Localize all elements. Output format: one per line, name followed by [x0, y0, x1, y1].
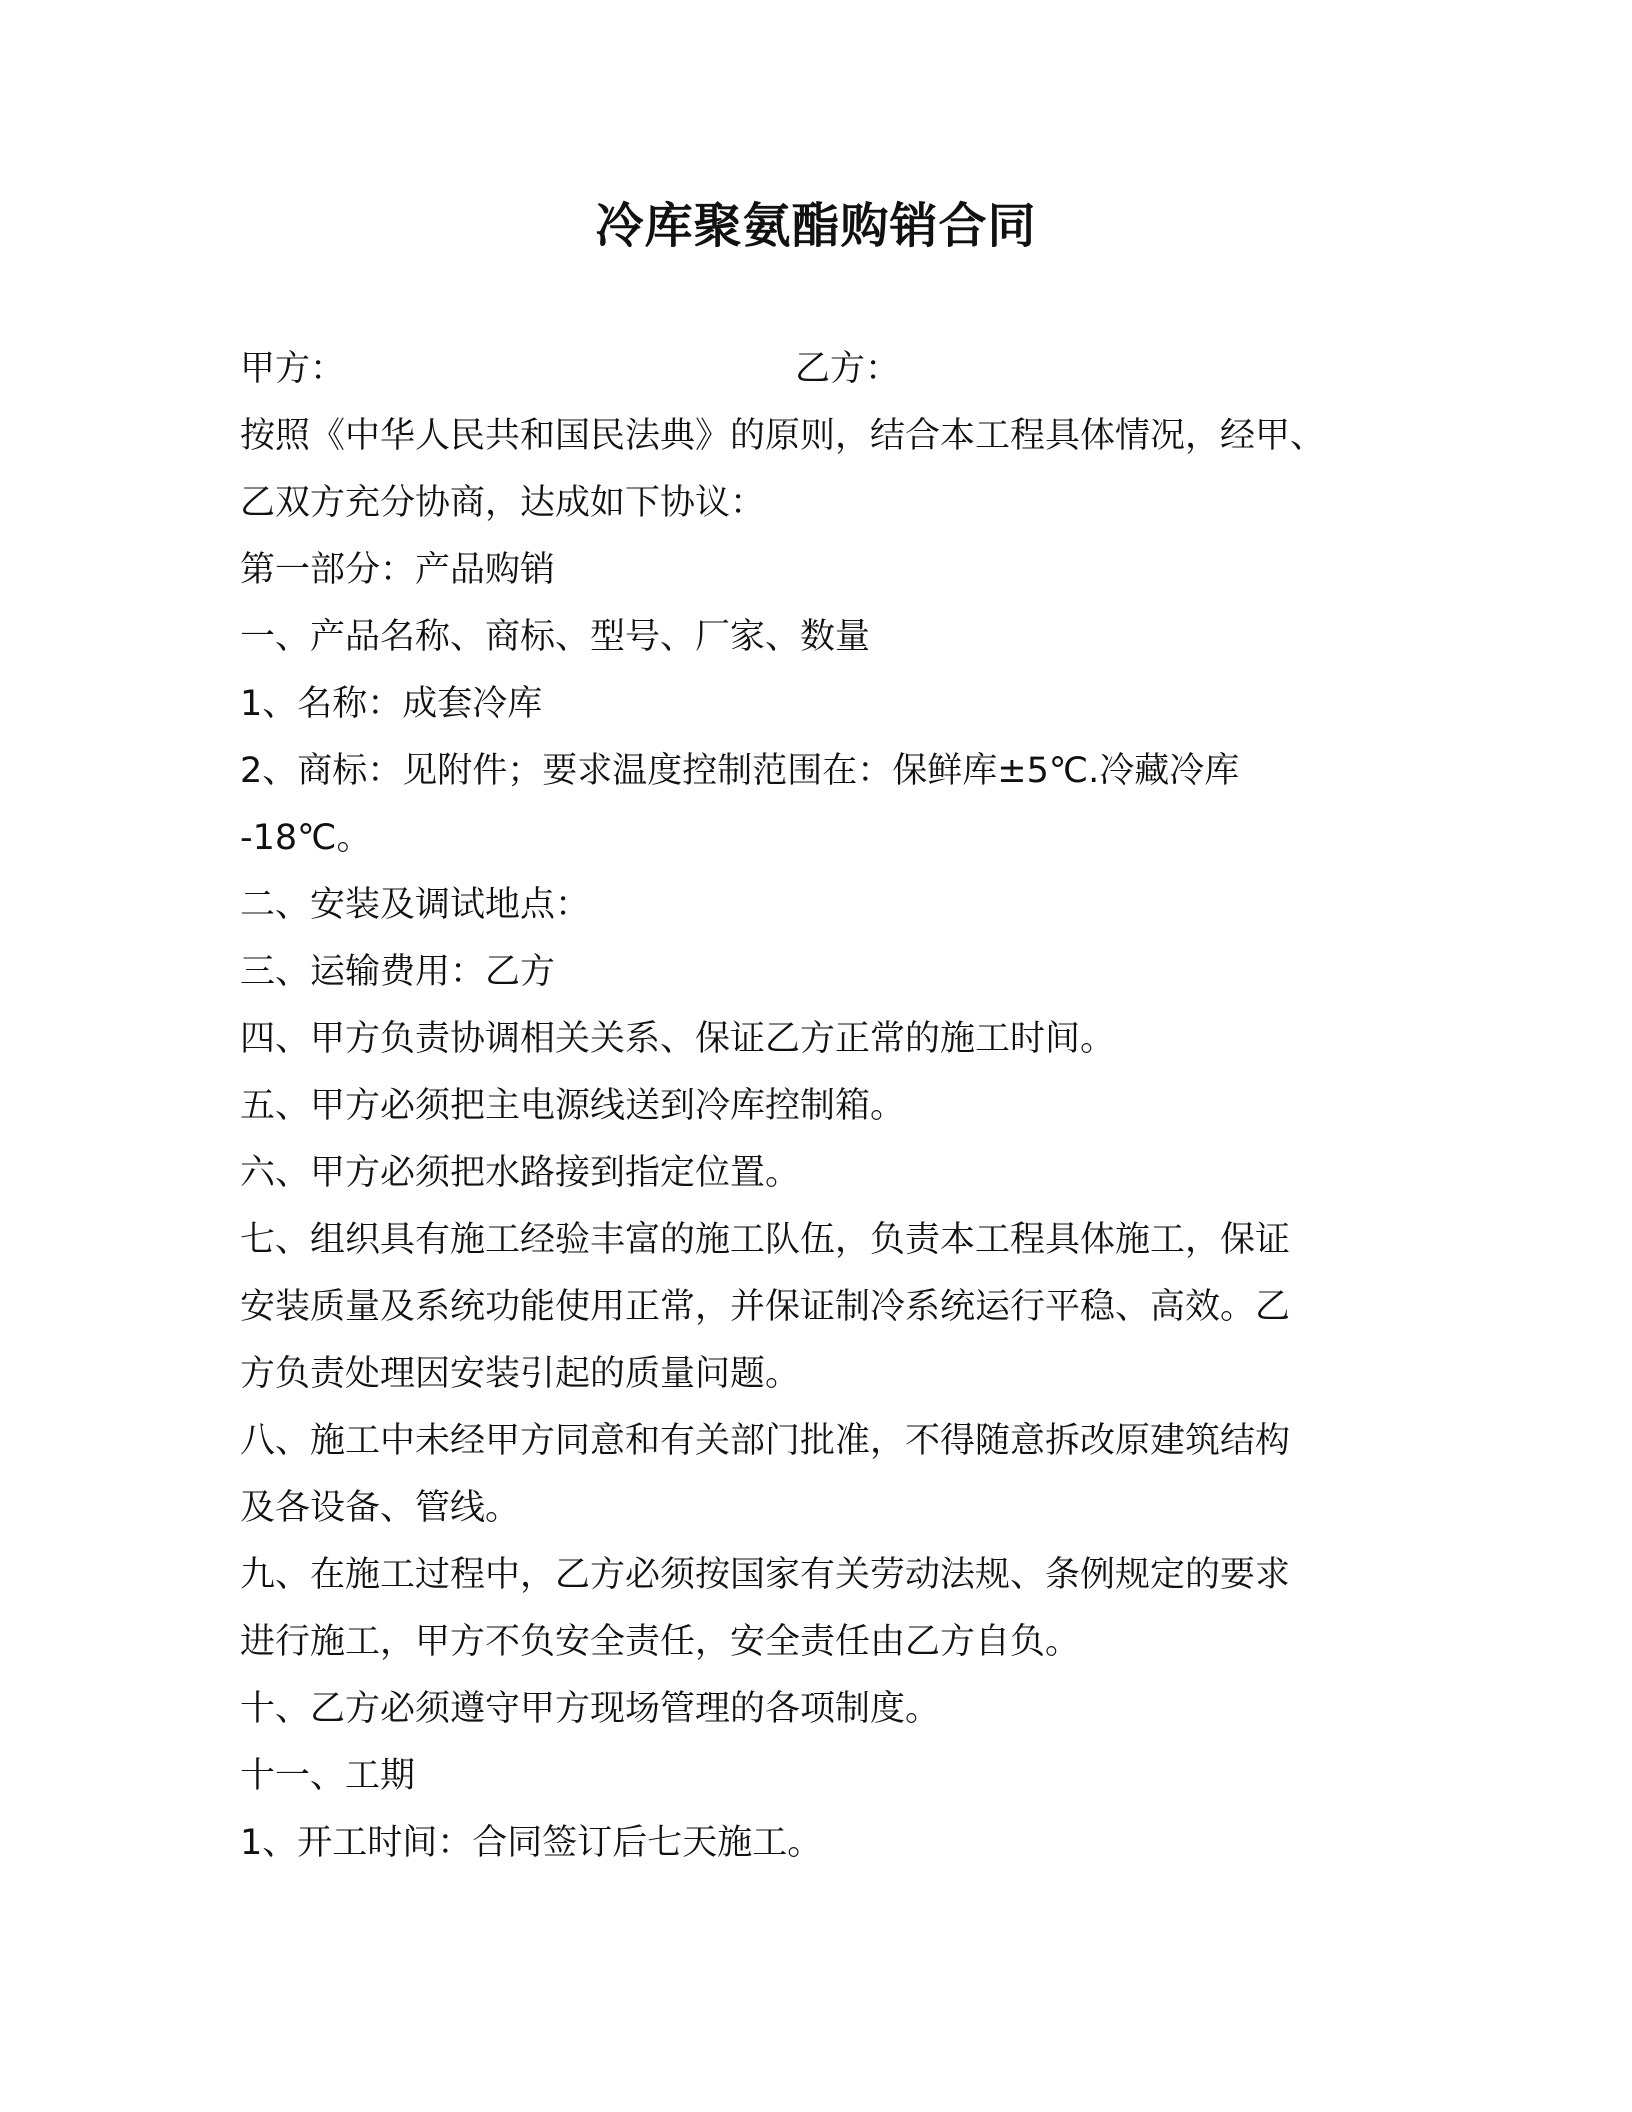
clause-heading: 三、运输费用：乙方 — [240, 952, 556, 992]
clause-heading: 五、甲方必须把主电源线送到冷库控制箱。 — [240, 1086, 906, 1126]
clause-heading: 九、在施工过程中，乙方必须按国家有关劳动法规、条例规定的要求 — [240, 1555, 1291, 1595]
clause-item: 1、开工时间：合同签订后七天施工。 — [240, 1823, 823, 1863]
party-a-label: 甲方： — [240, 349, 346, 389]
clause-heading: 七、组织具有施工经验丰富的施工队伍，负责本工程具体施工，保证 — [240, 1220, 1291, 1260]
contract-title: 冷库聚氨酯购销合同 — [595, 198, 1037, 254]
clause-heading: 十一、工期 — [240, 1756, 416, 1796]
clause-heading: 六、甲方必须把水路接到指定位置。 — [240, 1153, 801, 1193]
contract-body — [240, 336, 1390, 1877]
clause-item: -18℃。 — [240, 818, 372, 858]
clause-heading: 八、施工中未经甲方同意和有关部门批准，不得随意拆改原建筑结构 — [240, 1421, 1291, 1461]
party-b-label: 乙方： — [795, 349, 901, 389]
body-line: 按照《中华人民共和国民法典》的原则，结合本工程具体情况，经甲、 — [240, 416, 1326, 456]
clause-heading: 二、安装及调试地点： — [240, 885, 591, 925]
body-line: 方负责处理因安装引起的质量问题。 — [240, 1354, 801, 1394]
clause-heading: 一、产品名称、商标、型号、厂家、数量 — [240, 617, 871, 657]
body-line: 乙双方充分协商，达成如下协议： — [240, 483, 766, 523]
section-heading: 第一部分：产品购销 — [240, 550, 556, 590]
body-line: 及各设备、管线。 — [240, 1488, 521, 1528]
clause-heading: 十、乙方必须遵守甲方现场管理的各项制度。 — [240, 1689, 941, 1729]
body-line: 安装质量及系统功能使用正常，并保证制冷系统运行平稳、高效。乙 — [240, 1287, 1291, 1327]
body-line: 进行施工，甲方不负安全责任，安全责任由乙方自负。 — [240, 1622, 1081, 1662]
clause-item: 1、名称：成套冷库 — [240, 684, 543, 724]
clause-heading: 四、甲方负责协调相关关系、保证乙方正常的施工时间。 — [240, 1019, 1116, 1059]
clause-item: 2、商标：见附件；要求温度控制范围在：保鲜库±5℃.冷藏冷库 — [240, 751, 1240, 791]
parties-row — [240, 336, 1390, 403]
